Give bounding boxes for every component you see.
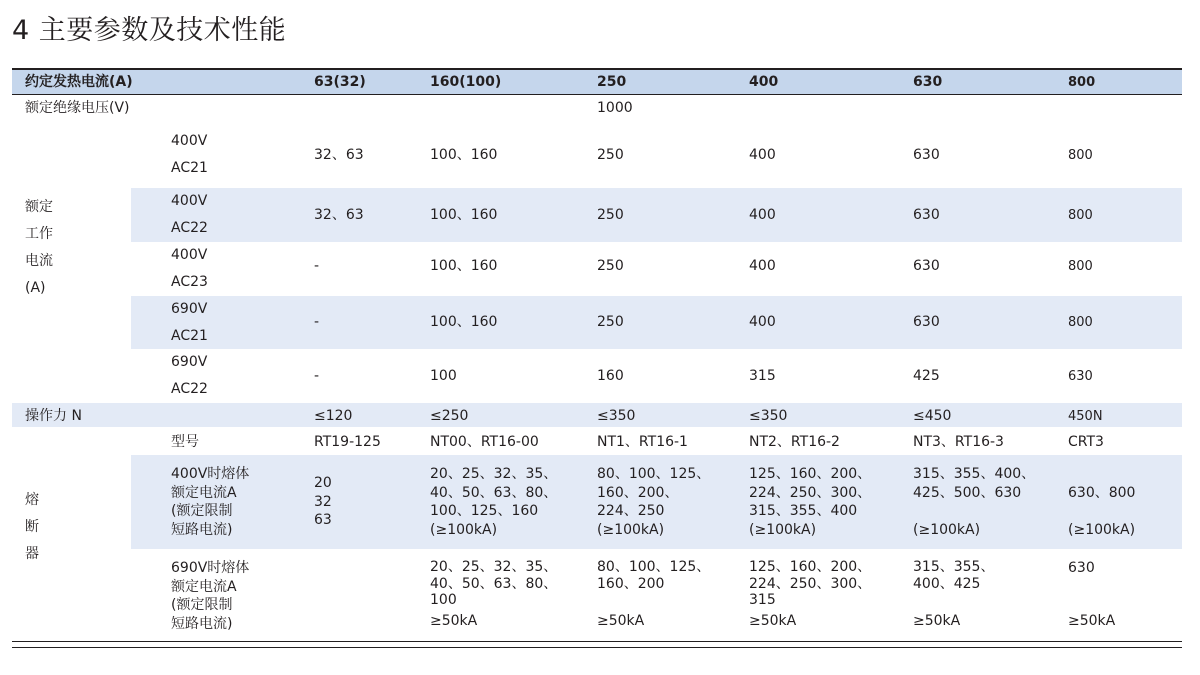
table-cell: 315 <box>749 368 776 384</box>
table-cell: 100、160 <box>430 314 498 330</box>
table-cell: 100、160 <box>430 147 498 163</box>
table-cell: 800 <box>1068 315 1093 330</box>
table-cell: RT19-125 <box>314 434 381 450</box>
table-cell: ≤120 <box>314 408 353 424</box>
operating-force-label: 操作力 N <box>25 408 82 424</box>
table-cell: 125、160、200、 224、250、300、 315 <box>749 559 872 608</box>
table-cell: 160 <box>597 368 624 384</box>
table-cell: 400 <box>749 147 776 163</box>
table-cell: NT3、RT16-3 <box>913 434 1004 450</box>
table-cell: 800 <box>1068 208 1093 223</box>
header-col: 630 <box>913 74 943 90</box>
table-cell: - <box>314 314 320 330</box>
table-cell: NT00、RT16-00 <box>430 434 539 450</box>
table-cell: 630 <box>913 207 940 223</box>
row-category: AC21 <box>171 328 208 344</box>
row-category: AC22 <box>171 381 208 397</box>
table-cell: CRT3 <box>1068 434 1104 450</box>
fuse-label: 熔 断 器 <box>25 492 39 562</box>
table-cell: - <box>314 368 320 384</box>
table-cell: ≥50kA <box>913 613 961 629</box>
table-cell: 100、160 <box>430 258 498 274</box>
table-cell: ≤350 <box>597 408 636 424</box>
table-cell: 250 <box>597 314 624 330</box>
table-cell: 100 <box>430 368 457 384</box>
table-cell: ≥50kA <box>1068 613 1116 629</box>
table-cell: 250 <box>597 258 624 274</box>
table-cell: 425 <box>913 368 940 384</box>
table-cell: 20、25、32、35、 40、50、63、80、 100 <box>430 559 558 608</box>
fuse-690v-label: 690V时熔体 额定电流A (额定限制 短路电流) <box>171 560 250 632</box>
table-cell: 32、63 <box>314 147 364 163</box>
row-voltage: 400V <box>171 247 208 263</box>
table-cell: NT1、RT16-1 <box>597 434 688 450</box>
table-cell: 400 <box>749 314 776 330</box>
table-cell: ≥50kA <box>597 613 645 629</box>
table-cell: 250 <box>597 147 624 163</box>
band-row-690-ac21 <box>131 296 1182 349</box>
row-category: AC21 <box>171 160 208 176</box>
working-current-label: 额定 工作 电流 (A) <box>25 199 53 296</box>
table-cell: 450N <box>1068 409 1103 424</box>
insulation-label: 额定绝缘电压(V) <box>25 100 130 116</box>
bottom-rule-double <box>12 647 1182 648</box>
insulation-value: 1000 <box>597 100 633 116</box>
header-col: 250 <box>597 74 627 90</box>
table-cell: 20、25、32、35、 40、50、63、80、 100、125、160 (≥100kA) <box>430 466 558 538</box>
header-rule <box>12 94 1182 95</box>
header-label: 约定发热电流(A) <box>25 74 133 90</box>
table-cell: 400 <box>749 207 776 223</box>
table-cell: ≥50kA <box>430 613 478 629</box>
table-cell: 80、100、125、 160、200、 224、250 (≥100kA) <box>597 466 711 538</box>
header-col: 800 <box>1068 75 1096 90</box>
table-cell: ≥50kA <box>749 613 797 629</box>
table-cell: 32、63 <box>314 207 364 223</box>
band-row-ac22 <box>131 188 1182 242</box>
row-category: AC22 <box>171 220 208 236</box>
fuse-400v-label: 400V时熔体 额定电流A (额定限制 短路电流) <box>171 466 250 538</box>
row-voltage: 690V <box>171 301 208 317</box>
table-cell: NT2、RT16-2 <box>749 434 840 450</box>
bottom-rule <box>12 641 1182 642</box>
table-cell: 800 <box>1068 259 1093 274</box>
table-cell: ≤350 <box>749 408 788 424</box>
header-col: 400 <box>749 74 779 90</box>
table-cell: 630、800 (≥100kA) <box>1068 485 1136 538</box>
page-title: 4 主要参数及技术性能 <box>12 15 287 46</box>
table-cell: 315、355、 400、425 <box>913 559 995 592</box>
row-voltage: 400V <box>171 133 208 149</box>
table-cell: 315、355、400、 425、500、630 (≥100kA) <box>913 466 1036 538</box>
table-cell: 100、160 <box>430 207 498 223</box>
table-cell: ≤450 <box>913 408 952 424</box>
table-cell: 630 <box>1068 560 1095 576</box>
table-cell: 20 32 63 <box>314 475 332 528</box>
table-cell: 250 <box>597 207 624 223</box>
table-cell: 630 <box>1068 369 1093 384</box>
row-voltage: 400V <box>171 193 208 209</box>
table-cell: ≤250 <box>430 408 469 424</box>
table-cell: 125、160、200、 224、250、300、 315、355、400 (≥100kA) <box>749 466 872 538</box>
table-cell: 800 <box>1068 148 1093 163</box>
fuse-model-label: 型号 <box>171 434 199 450</box>
table-cell: 400 <box>749 258 776 274</box>
row-category: AC23 <box>171 274 208 290</box>
table-cell: 630 <box>913 258 940 274</box>
header-col: 160(100) <box>430 74 502 90</box>
table-cell: 630 <box>913 147 940 163</box>
header-col: 63(32) <box>314 74 366 90</box>
table-cell: - <box>314 258 320 274</box>
table-cell: 80、100、125、 160、200 <box>597 559 711 592</box>
table-cell: 630 <box>913 314 940 330</box>
row-voltage: 690V <box>171 354 208 370</box>
